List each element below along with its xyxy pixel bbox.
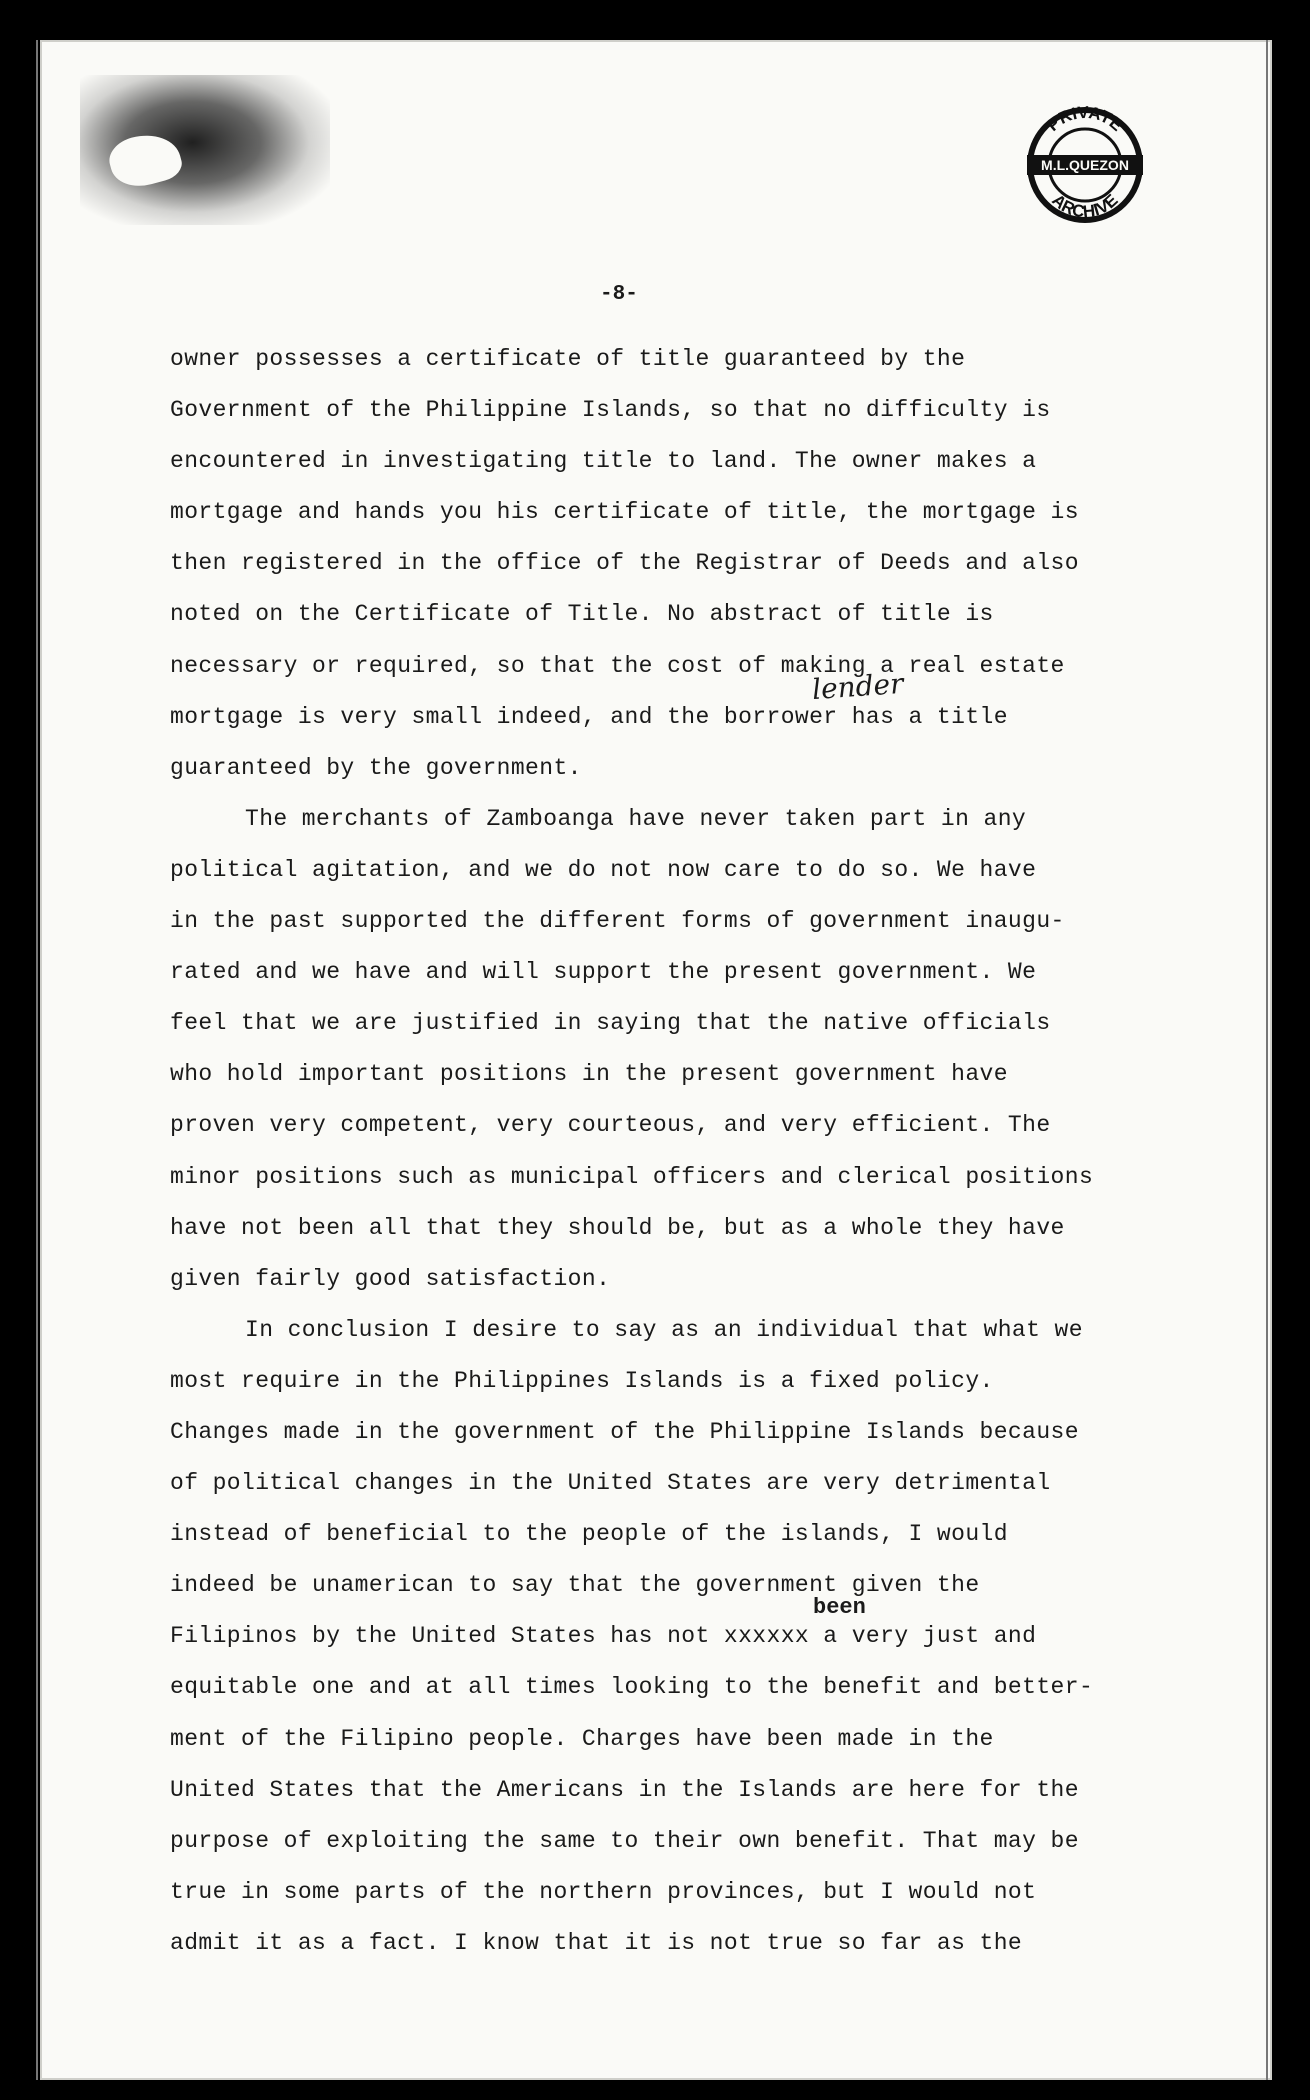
text-line: Changes made in the government of the Philippine Islands because <box>170 1418 1079 1445</box>
stamp-bottom-text: ARCHIVE <box>1048 190 1122 222</box>
text-line: guaranteed by the government. <box>170 754 582 781</box>
text-line: noted on the Certificate of Title. No abstract of title is <box>170 601 994 628</box>
body-text <box>170 334 1190 1969</box>
paragraph-start-line: The merchants of Zamboanga have never taken part in any <box>245 805 1027 832</box>
text-line: rated and we have and will support the present government. We <box>170 959 1037 986</box>
text-line: mortgage is very small indeed, and the borrower has a title <box>170 703 1008 730</box>
text-line: most require in the Philippines Islands is a fixed policy. <box>170 1367 994 1394</box>
text-line: proven very competent, very courteous, and very efficient. The <box>170 1112 1051 1139</box>
handwritten-note-been: been <box>813 1595 866 1620</box>
text-line: equitable one and at all times looking to the benefit and better- <box>170 1674 1094 1701</box>
text-line: mortgage and hands you his certificate of title, the mortgage is <box>170 499 1079 526</box>
text-line: necessary or required, so that the cost of making a real estate <box>170 652 1065 679</box>
text-line: purpose of exploiting the same to their own benefit. That may be <box>170 1827 1079 1854</box>
text-line: United States that the Americans in the Islands are here for the <box>170 1776 1079 1803</box>
text-line: encountered in investigating title to land. The owner makes a <box>170 448 1037 475</box>
text-line: owner possesses a certificate of title guaranteed by the <box>170 346 966 372</box>
text-line: true in some parts of the northern provinces, but I would not <box>170 1878 1037 1905</box>
text-line: minor positions such as municipal officers and clerical positions <box>170 1163 1094 1190</box>
stamp-middle-text: M.L.QUEZON <box>1041 157 1129 173</box>
page-edge-left <box>36 40 38 2080</box>
text-line: have not been all that they should be, but as a whole they have <box>170 1214 1065 1241</box>
text-line: political agitation, and we do not now care to do so. We have <box>170 856 1037 883</box>
text-line: Filipinos by the United States has not xxxxxx a very just and <box>170 1623 1037 1650</box>
text-line: in the past supported the different forms of government inaugu- <box>170 908 1065 935</box>
paragraph-start-line: In conclusion I desire to say as an individual that what we <box>245 1316 1083 1343</box>
text-line: of political changes in the United States are very detrimental <box>170 1470 1051 1497</box>
text-line: then registered in the office of the Registrar of Deeds and also <box>170 550 1079 577</box>
text-line: ment of the Filipino people. Charges have been made in the <box>170 1725 994 1752</box>
text-line: who hold important positions in the present government have <box>170 1061 1008 1088</box>
text-line: Government of the Philippine Islands, so that no difficulty is <box>170 397 1051 424</box>
handwritten-note-lender: lender <box>810 666 905 707</box>
archive-stamp <box>1025 105 1145 225</box>
text-line: indeed be unamerican to say that the government given the <box>170 1572 980 1599</box>
text-line: admit it as a fact. I know that it is not true so far as the <box>170 1929 1023 1956</box>
page-number: -8- <box>600 283 638 306</box>
text-line: feel that we are justified in saying that the native officials <box>170 1010 1051 1037</box>
page-edge-right <box>1266 40 1268 2080</box>
text-line: given fairly good satisfaction. <box>170 1265 611 1292</box>
text-line: instead of beneficial to the people of the islands, I would <box>170 1521 1008 1548</box>
stamp-top-text: PRIVATE <box>1043 105 1127 135</box>
